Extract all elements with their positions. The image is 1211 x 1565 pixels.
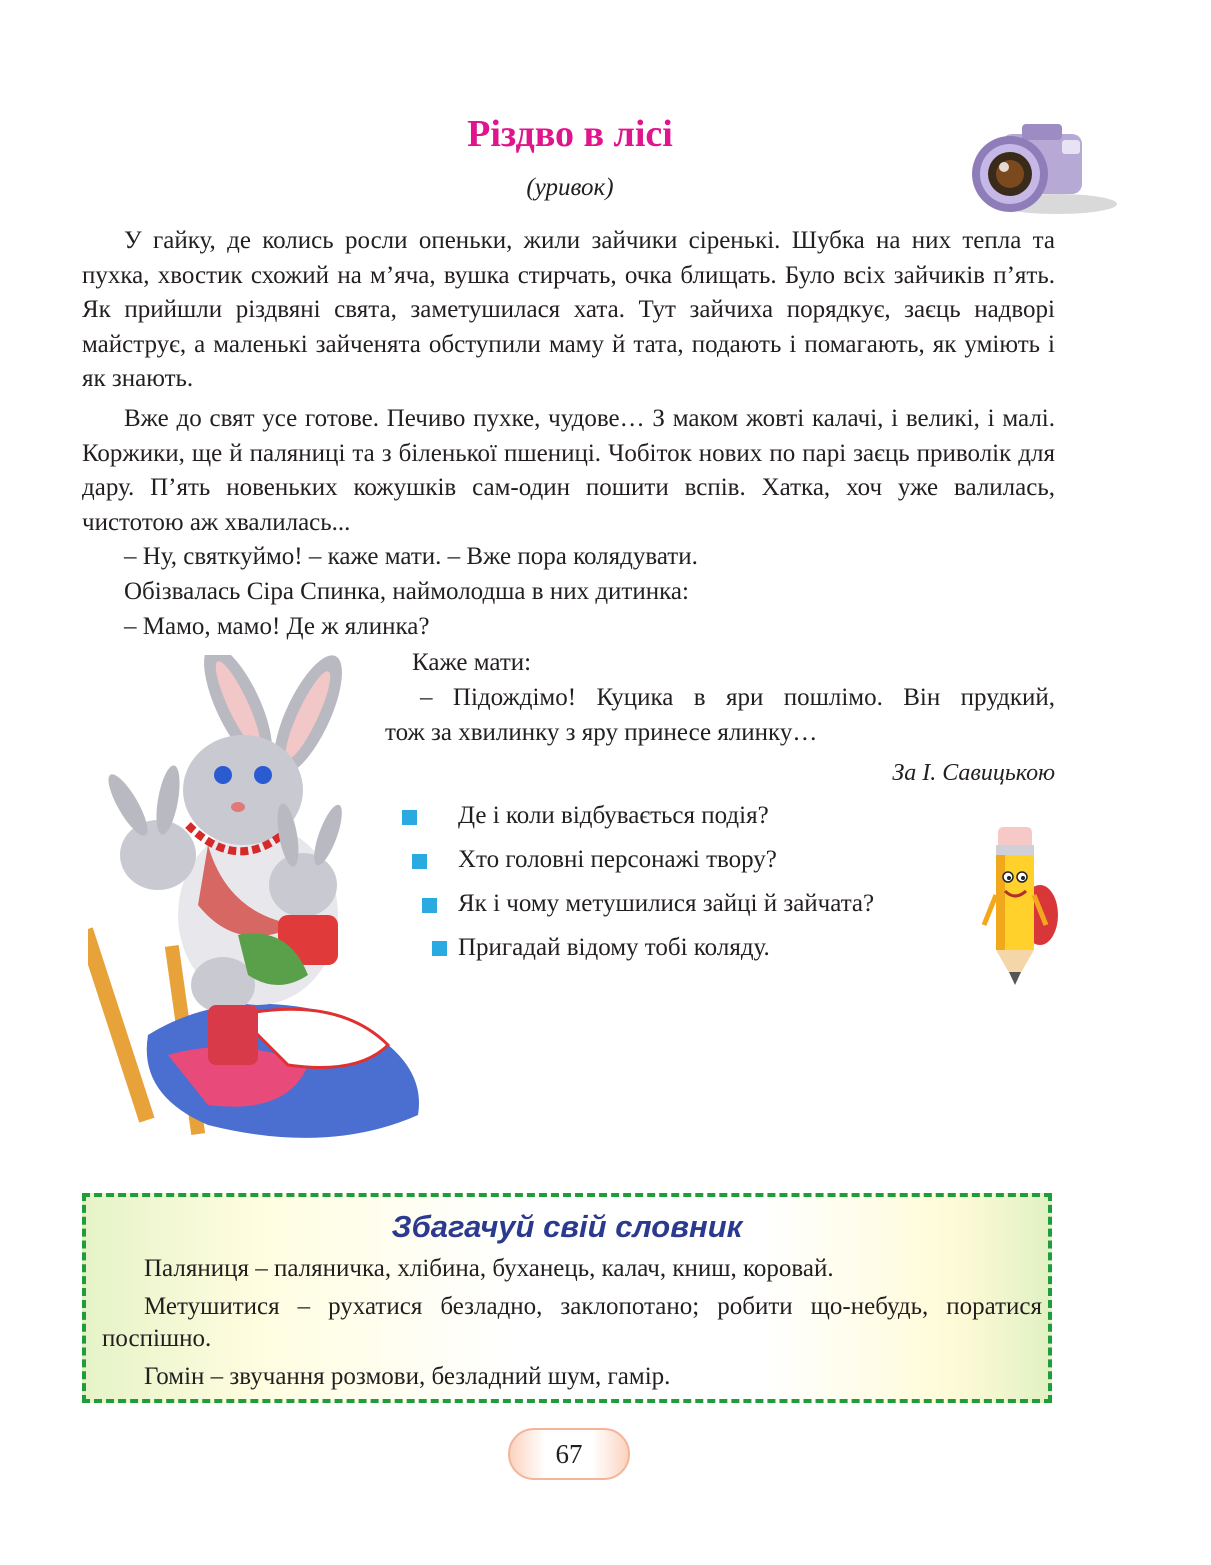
vocabulary-box: [82, 1193, 1052, 1403]
page-title: Різдво в лісі: [467, 113, 673, 155]
dialog-line-6: тож за хвилинку з яру принесе ялинку…: [385, 719, 818, 746]
vocabulary-entry: Паляниця – паляничка, хлібина, буханець, калач, книш, коровай.: [144, 1255, 834, 1282]
author-credit: За І. Савицькою: [892, 760, 1055, 786]
dialog-line-1: – Ну, святкуймо! – каже мати. – Вже пора колядувати.: [124, 543, 698, 570]
question-2: Хто головні персонажі твору?: [458, 846, 777, 873]
bullet-icon: [402, 810, 417, 825]
page-subtitle: (уривок): [526, 174, 614, 201]
pencil-character-icon: [980, 815, 1060, 990]
story-paragraph-1: У гайку, де колись росли опеньки, жили зайчики сіренькі. Шубка на них тепла та пухка, хвостик схожий на м’яча, вушка стирчать, очка блищать. Було всіх зайчиків п’ять. Як прийшли різдвяні свята, заметушилася хата. Тут зайчиха порядкує, заєць надворі майструє, а маленькі зайченята обступили маму й тата, подають і помагають, як уміють і як знають.: [82, 227, 1055, 392]
camera-icon: [962, 112, 1122, 222]
dialog-line-3: – Мамо, мамо! Де ж ялинка?: [124, 613, 430, 640]
dialog-line-5: – Підождімо! Куцика в яри пошлімо. Він прудкий,: [420, 684, 1055, 711]
question-4: Пригадай відому тобі коляду.: [458, 934, 770, 961]
page-number: 67: [508, 1428, 630, 1480]
bullet-icon: [432, 941, 447, 956]
question-1: Де і коли відбувається подія?: [458, 802, 769, 829]
rabbit-family-illustration: [88, 655, 448, 1175]
question-3: Як і чому метушилися зайці й зайчата?: [458, 890, 875, 917]
vocabulary-entry: Метушитися – рухатися безладно, заклопотано; робити що-небудь, поратися поспішно.: [102, 1293, 1042, 1352]
vocabulary-title: Збагачуй свій словник: [391, 1209, 743, 1244]
vocabulary-entry: Гомін – звучання розмови, безладний шум, гамір.: [144, 1363, 671, 1390]
bullet-icon: [412, 854, 427, 869]
dialog-line-2: Обізвалась Сіра Спинка, наймолодша в них дитинка:: [124, 578, 689, 605]
bullet-icon: [422, 898, 437, 913]
story-paragraph-2: Вже до свят усе готове. Печиво пухке, чудове… З маком жовті калачі, і великі, і малі. Коржики, ще й паляниці та з біленької пшениці. Чобіток нових по парі заєць приволік для дару. П’ять новеньких кожушків сам-один пошити вспів. Хатка, хоч уже валилась, чистотою аж хвалилась...: [82, 405, 1055, 536]
dialog-line-4: Каже мати:: [412, 649, 532, 676]
